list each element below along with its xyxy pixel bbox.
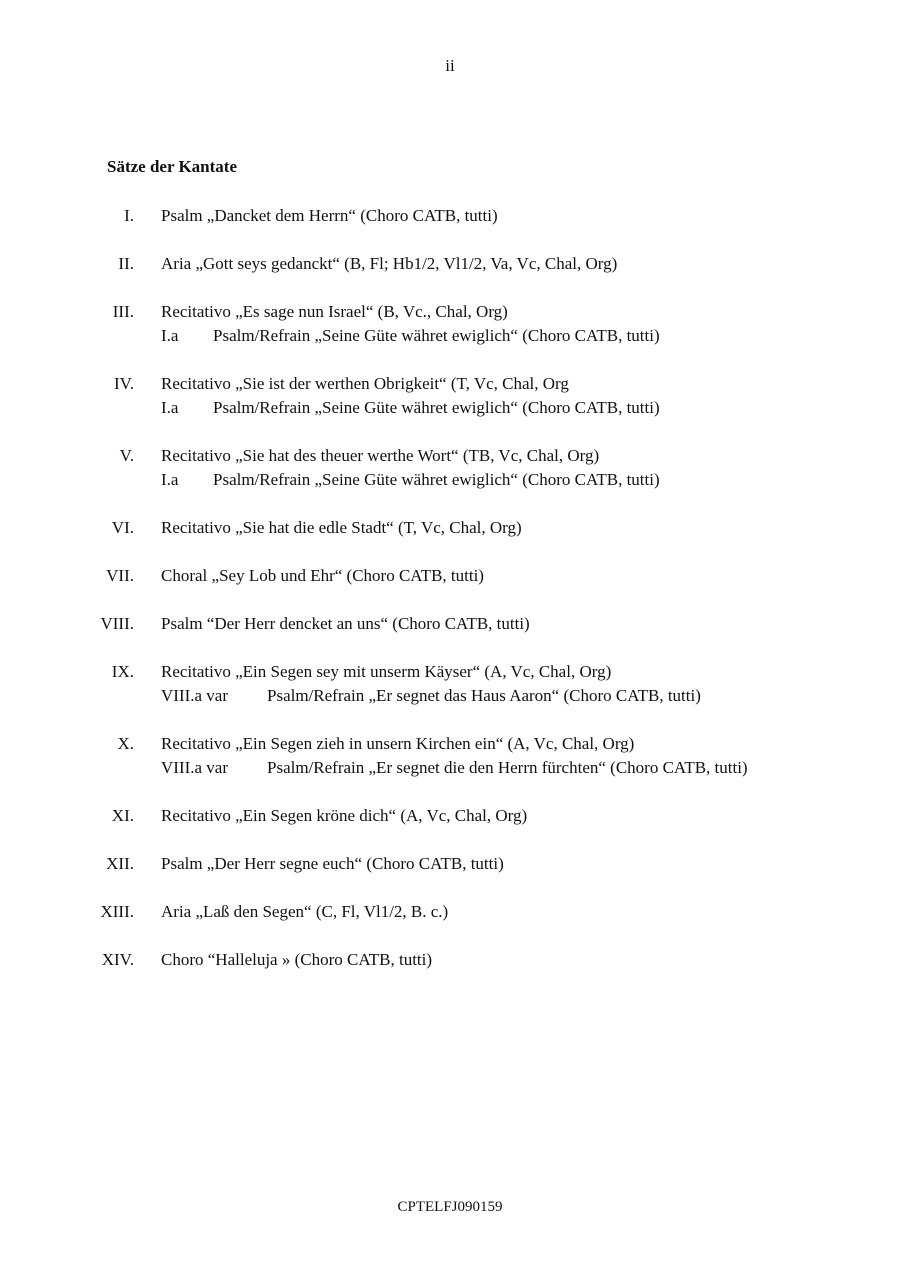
movement-sub-line	[0, 468, 900, 492]
movement-title: Aria „Gott seys gedanckt“ (B, Fl; Hb1/2, Vl1/2, Va, Vc, Chal, Org)	[161, 254, 618, 273]
movement-item	[0, 900, 900, 924]
movement-item	[0, 732, 900, 780]
movement-item	[0, 252, 900, 276]
movement-numeral: III.	[112, 302, 134, 321]
movement-item	[0, 444, 900, 492]
movement-sub-line	[0, 324, 900, 348]
movement-numeral: IX.	[111, 662, 134, 681]
movement-numeral: IV.	[114, 374, 134, 393]
section-heading: Sätze der Kantate	[107, 157, 237, 176]
movement-numeral: I.	[124, 206, 134, 225]
movement-line	[0, 444, 900, 468]
refrain-title: Psalm/Refrain „Er segnet das Haus Aaron“ (Choro CATB, tutti)	[267, 686, 701, 705]
refrain-title: Psalm/Refrain „Seine Güte währet ewiglich“ (Choro CATB, tutti)	[213, 326, 660, 345]
refrain-label: VIII.a var	[161, 686, 229, 705]
movement-numeral: XII.	[106, 854, 134, 873]
movement-numeral: XIII.	[100, 902, 134, 921]
movement-item	[0, 204, 900, 228]
document-code: CPTELFJ090159	[397, 1199, 503, 1215]
movement-title: Recitativo „Ein Segen sey mit unserm Käyser“ (A, Vc, Chal, Org)	[161, 662, 612, 681]
movement-title: Aria „Laß den Segen“ (C, Fl, Vl1/2, B. c.)	[161, 902, 449, 921]
movement-item	[0, 564, 900, 588]
movement-title: Psalm “Der Herr dencket an uns“ (Choro CATB, tutti)	[161, 614, 530, 633]
movement-numeral: II.	[118, 254, 134, 273]
movement-line	[0, 612, 900, 636]
movement-title: Psalm „Dancket dem Herrn“ (Choro CATB, tutti)	[161, 206, 498, 225]
movement-item	[0, 852, 900, 876]
movement-title: Recitativo „Ein Segen zieh in unsern Kirchen ein“ (A, Vc, Chal, Org)	[161, 734, 635, 753]
movement-title: Choro “Halleluja » (Choro CATB, tutti)	[161, 950, 433, 969]
movement-item	[0, 612, 900, 636]
refrain-label: I.a	[161, 398, 179, 417]
refrain-label: I.a	[161, 470, 179, 489]
movement-numeral: VIII.	[100, 614, 134, 633]
movement-line	[0, 660, 900, 684]
movement-numeral: VI.	[111, 518, 134, 537]
movement-line	[0, 300, 900, 324]
refrain-label: VIII.a var	[161, 758, 229, 777]
movement-numeral: XI.	[111, 806, 134, 825]
refrain-title: Psalm/Refrain „Seine Güte währet ewiglich“ (Choro CATB, tutti)	[213, 398, 660, 417]
movement-line	[0, 204, 900, 228]
movement-item	[0, 516, 900, 540]
movement-item	[0, 372, 900, 420]
page-number: ii	[445, 56, 455, 75]
movement-line	[0, 852, 900, 876]
refrain-title: Psalm/Refrain „Seine Güte währet ewiglich“ (Choro CATB, tutti)	[213, 470, 660, 489]
movement-sub-line	[0, 684, 900, 708]
movement-sub-line	[0, 756, 900, 780]
movement-line	[0, 372, 900, 396]
movement-list	[0, 204, 900, 996]
movement-item	[0, 948, 900, 972]
movement-line	[0, 516, 900, 540]
movement-item	[0, 300, 900, 348]
movement-title: Recitativo „Sie ist der werthen Obrigkeit“ (T, Vc, Chal, Org	[161, 374, 569, 393]
movement-numeral: V.	[119, 446, 134, 465]
movement-numeral: VII.	[106, 566, 134, 585]
movement-line	[0, 252, 900, 276]
movement-line	[0, 948, 900, 972]
movement-line	[0, 900, 900, 924]
movement-numeral: XIV.	[101, 950, 134, 969]
movement-title: Recitativo „Sie hat des theuer werthe Wort“ (TB, Vc, Chal, Org)	[161, 446, 600, 465]
movement-item	[0, 660, 900, 708]
refrain-label: I.a	[161, 326, 179, 345]
movement-numeral: X.	[117, 734, 134, 753]
movement-title: Recitativo „Ein Segen kröne dich“ (A, Vc, Chal, Org)	[161, 806, 528, 825]
movement-line	[0, 732, 900, 756]
movement-line	[0, 564, 900, 588]
refrain-title: Psalm/Refrain „Er segnet die den Herrn fürchten“ (Choro CATB, tutti)	[267, 758, 748, 777]
movement-line	[0, 804, 900, 828]
movement-title: Choral „Sey Lob und Ehr“ (Choro CATB, tutti)	[161, 566, 484, 585]
movement-item	[0, 804, 900, 828]
movement-title: Recitativo „Sie hat die edle Stadt“ (T, Vc, Chal, Org)	[161, 518, 522, 537]
movement-sub-line	[0, 396, 900, 420]
movement-title: Psalm „Der Herr segne euch“ (Choro CATB, tutti)	[161, 854, 504, 873]
movement-title: Recitativo „Es sage nun Israel“ (B, Vc., Chal, Org)	[161, 302, 508, 321]
